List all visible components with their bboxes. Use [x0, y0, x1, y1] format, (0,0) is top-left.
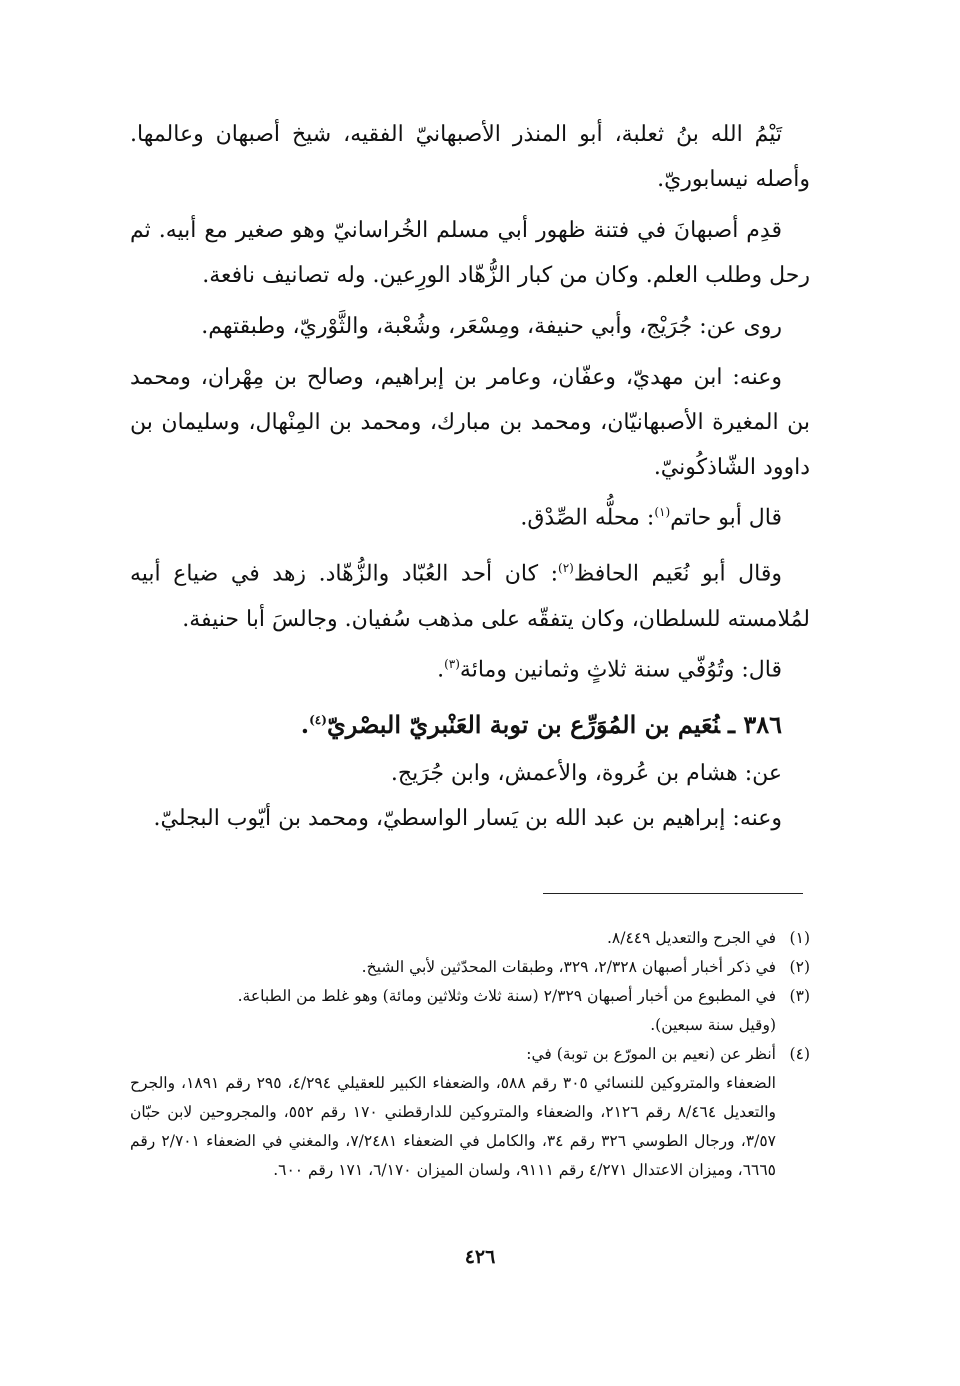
footnote-number: (٢)	[789, 958, 810, 976]
footnote-3	[130, 982, 810, 1040]
paragraph-death	[130, 642, 810, 692]
footnote-number: (١)	[789, 929, 810, 947]
paragraph-abu-nuaym	[130, 546, 810, 641]
footnote-divider	[543, 893, 803, 894]
footnote-text: (وقيل سنة سبعين).	[650, 1016, 776, 1034]
paragraph-abu-hatim	[130, 490, 810, 540]
footnote-ref-4[interactable]: (٤)	[309, 712, 327, 727]
entry-number: ٣٨٦ ـ	[727, 709, 782, 739]
quote-body: : محلُّه الصِّدْق.	[520, 505, 655, 531]
entry-end: .	[300, 709, 310, 739]
footnote-2	[130, 953, 810, 982]
page-number: ٤٢٦	[464, 1246, 496, 1268]
footnote-4	[130, 1040, 810, 1185]
footnote-text: في ذكر أخبار أصبهان ٢/٣٢٨، ٣٢٩، وطبقات المحدّثين لأبي الشيخ.	[361, 958, 776, 976]
footnote-text: أنظر عن (نعيم بن المورّع بن توبة) في:	[526, 1045, 776, 1063]
paragraph-travel: قدِم أصبهانَ في فتنة ظهور أبي مسلم الخُراسانيّ وهو صغير مع أبيه. ثم رحل وطلب العلم. وكان من كبار الزُّهّاد الورِعين. وله تصانيف نافعة.	[130, 218, 810, 288]
paragraph-narrated-from: روى عن: جُرَيْج، وأبي حنيفة، ومِسْعَر، وشُعْبة، والثَّوْريّ، وطبقتهم.	[201, 314, 782, 339]
quote-intro: وقال أبو نُعَيم الحافظ	[573, 561, 783, 587]
footnote-number: (٣)	[789, 987, 810, 1005]
death-text: قال: وتُوُفّي سنة ثلاثٍ وثمانين ومائة	[459, 656, 782, 682]
footnote-ref-3[interactable]: (٣)	[444, 656, 460, 671]
main-text	[130, 112, 810, 841]
footnote-text: الضعفاء والمتروكين للنسائي ٣٠٥ رقم ٥٨٨، والضعفاء الكبير للعقيلي ٤/٢٩٤، ٢٩٥ رقم ١٨٩١، والجرح والتعديل ٨/٤٦٤ رقم ٢١٢٦، والضعفاء والمتروكين للدارقطني ١٧٠ رقم ٥٥٢، والمجروحين لابن حبّان ٣/٥٧، ورجال الطوسي ٣٢٦ رقم ٣٤، والكامل في الضعفاء ٧/٢٤٨١، والمغني في الضعفاء ٢/٧٠١ رقم ٦٦٦٥، وميزان الاعتدال ٤/٢٧١ رقم ٩١١١، ولسان الميزان ٦/١٧٠، ١٧١ رقم ٦٠٠.	[130, 1074, 776, 1179]
paragraph-narrated-by: وعنه: ابن مهديّ، وعفّان، وعامر بن إبراهيم، وصالح بن مِهْران، ومحمد بن المغيرة الأصبهانيّان، ومحمد بن مبارك، ومحمد بن المِنْهال، وسليمان بن داوود الشّاذكُونيّ.	[130, 365, 810, 480]
death-end: .	[437, 656, 445, 682]
footnote-ref-2[interactable]: (٢)	[558, 561, 574, 576]
footnote-number: (٤)	[789, 1045, 810, 1063]
footnote-text: في الجرح والتعديل ٨/٤٤٩.	[606, 929, 776, 947]
footnote-ref-1[interactable]: (١)	[654, 505, 671, 519]
entry-narrated-from: عن: هشام بن عُروة، والأعمش، وابن جُرَيج.	[390, 760, 782, 786]
footnotes	[130, 924, 810, 1185]
quote-body: : كان أحد العُبّاد والزُّهّاد. زهد في ضياع أبيه لمُلامسته للسلطان، وكان يتفقّه على مذهب سُفيان. وجالسَ أبا حنيفة.	[130, 561, 810, 632]
entry-narrated-by: وعنه: إبراهيم بن عبد الله بن يَسار الواسطيّ، ومحمد بن أيّوب البجليّ.	[153, 805, 782, 831]
footnote-text: في المطبوع من أخبار أصبهان ٢/٣٢٩ (سنة ثلاث وثلاثين ومائة) وهو غلط من الطباعة.	[237, 987, 776, 1005]
footnote-1	[130, 924, 810, 953]
quote-intro: قال أبو حاتم	[670, 505, 782, 531]
paragraph-bio: تَيْمُ الله بنُ ثعلبة، أبو المنذر الأصبهانيّ الفقيه، شيخ أصبهان وعالمها. وأصله نيسابوريّ.	[130, 122, 810, 192]
entry-heading	[130, 698, 810, 747]
entry-name: نُعَيم بن المُوَرِّع بن توبة العَنْبريّ البصْريّ	[326, 709, 720, 739]
